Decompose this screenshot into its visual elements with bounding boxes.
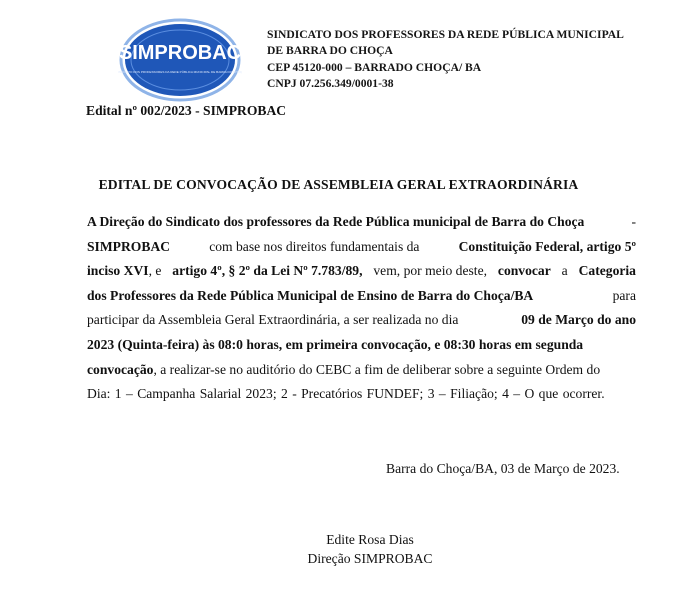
body-text-bold: Categoria xyxy=(578,263,636,279)
body-text-bold: inciso XVI xyxy=(87,263,149,279)
body-line xyxy=(87,308,636,333)
body-text: - xyxy=(631,214,636,229)
signature-name: Edite Rosa Dias xyxy=(326,532,414,547)
body-text: Dia: 1 – Campanha Salarial 2023; 2 - Precatórios FUNDEF; 3 – Filiação; 4 – O que ocorrer. xyxy=(87,386,605,402)
body-text: , e xyxy=(148,263,162,279)
logo-emblem-icon xyxy=(118,16,242,104)
body-line xyxy=(87,382,636,407)
document-title: EDITAL DE CONVOCAÇÃO DE ASSEMBLEIA GERAL EXTRAORDINÁRIA xyxy=(98,177,579,192)
body-line xyxy=(87,259,636,284)
org-name-line2: DE BARRA DO CHOÇA xyxy=(267,44,393,58)
body-line xyxy=(87,284,636,309)
signature-role: Direção SIMPROBAC xyxy=(307,551,433,566)
body-text: vem, por meio deste, xyxy=(373,263,488,279)
body-line xyxy=(87,358,636,383)
org-name-line1: SINDICATO DOS PROFESSORES DA REDE PÚBLICA MUNICIPAL xyxy=(267,28,624,41)
body-text: a xyxy=(561,263,568,279)
body-text-bold: A Direção do Sindicato dos professores da Rede Pública municipal de Barra do Choça xyxy=(87,214,585,229)
body-line xyxy=(87,235,636,260)
signature-block xyxy=(300,530,440,568)
body-text-bold: Constituição Federal, artigo 5º xyxy=(458,238,636,254)
body-text-bold: SIMPROBAC xyxy=(87,238,171,254)
org-cnpj: CNPJ 07.256.349/0001-38 xyxy=(267,77,394,91)
body-text: , a realizar-se no auditório do CEBC a fim de deliberar sobre a seguinte Ordem do xyxy=(153,361,601,377)
body-text-bold: 2023 (Quinta-feira) às 08:0 horas, em primeira convocação, e 08:30 horas em segunda xyxy=(87,336,584,352)
org-header xyxy=(267,27,624,93)
body-text: para xyxy=(612,287,636,303)
body-text-bold: dos Professores da Rede Pública Municipal de Ensino de Barra do Choça/BA xyxy=(87,287,534,303)
body-line xyxy=(87,333,636,358)
body-text-bold: artigo 4º, § 2º da Lei Nº 7.783/89, xyxy=(172,263,363,279)
document-body xyxy=(87,210,636,407)
simprobac-logo xyxy=(118,16,242,104)
logo-text: SIMPROBAC xyxy=(118,42,242,64)
body-text-bold: convocação xyxy=(87,361,154,377)
body-text-bold: convocar xyxy=(497,263,551,279)
body-text: participar da Assembleia Geral Extraordinária, a ser realizada no dia xyxy=(87,312,459,328)
org-cep: CEP 45120-000 – BARRADO CHOÇA/ BA xyxy=(267,60,482,74)
body-text: com base nos direitos fundamentais da xyxy=(209,238,420,254)
logo-subtext: SINDICATO DOS PROFESSORES DA REDE PÚBLICA MUNICIPAL DE BARRA DO CHOÇA xyxy=(118,70,242,74)
place-date: Barra do Choça/BA, 03 de Março de 2023. xyxy=(386,461,620,476)
body-line xyxy=(87,210,636,235)
body-text-bold: 09 de Março do ano xyxy=(521,312,636,328)
edital-number: Edital nº 002/2023 - SIMPROBAC xyxy=(86,103,287,118)
